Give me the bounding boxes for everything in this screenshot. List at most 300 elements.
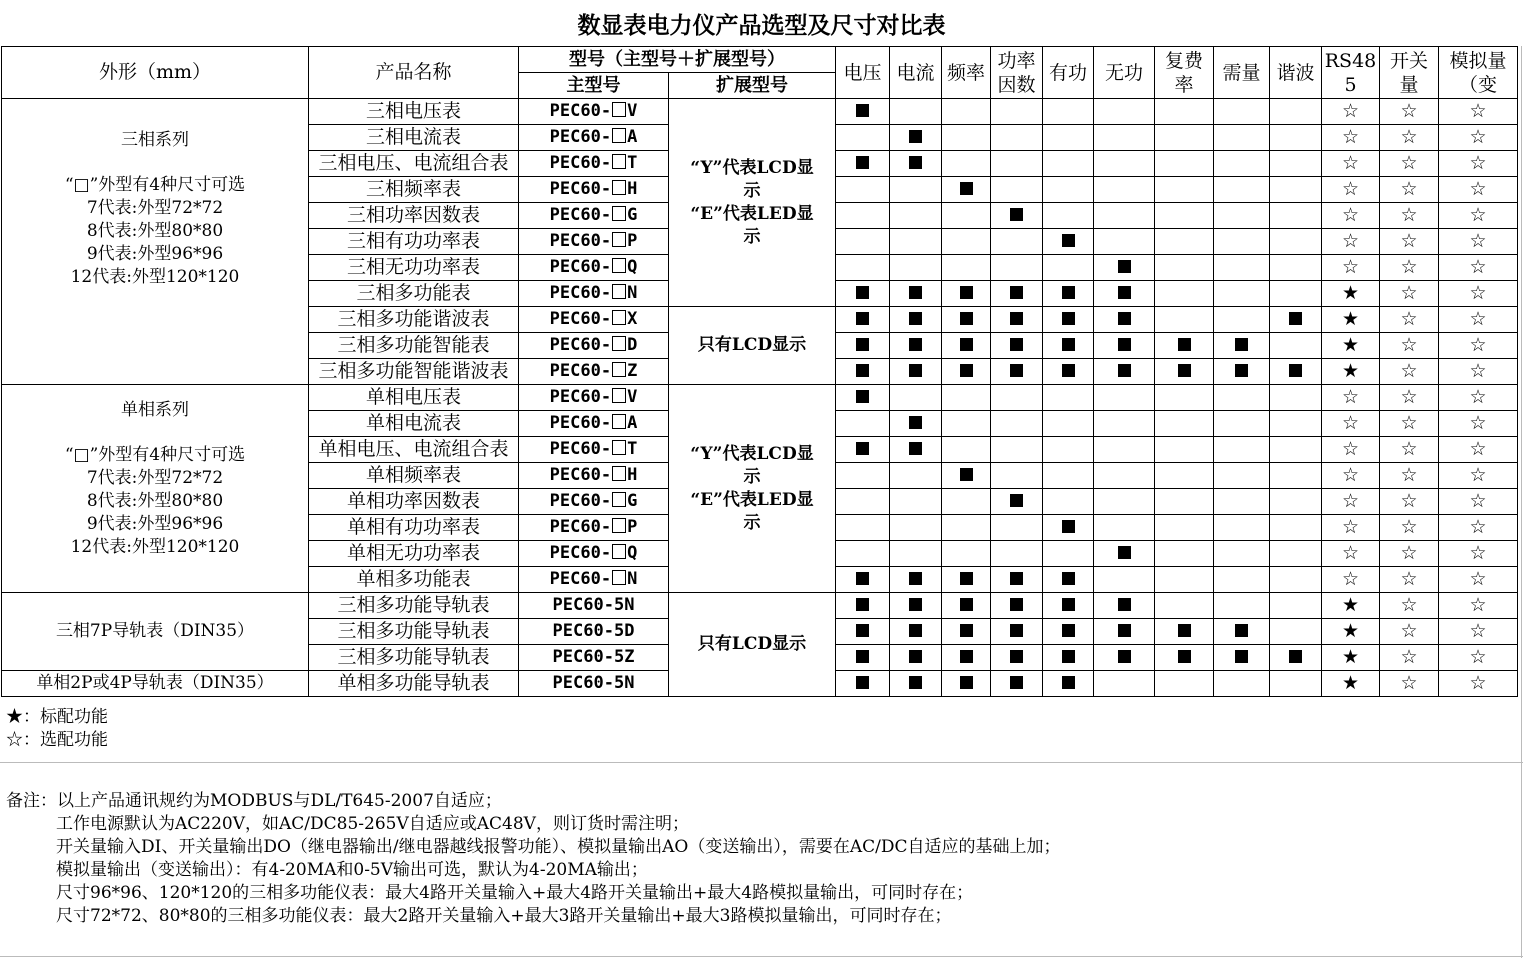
feature-cell bbox=[1155, 567, 1214, 593]
feature-cell bbox=[1214, 567, 1270, 593]
model-prefix: PEC60- bbox=[549, 335, 612, 355]
filled-square-icon bbox=[960, 676, 973, 689]
optional-star-icon: ☆ bbox=[1400, 438, 1418, 460]
product-name: 三相多功能谐波表 bbox=[309, 307, 519, 333]
feature-cell bbox=[836, 619, 890, 645]
filled-square-icon bbox=[909, 442, 922, 455]
feature-cell bbox=[1214, 385, 1270, 411]
size-box-icon bbox=[612, 440, 626, 455]
feature-cell bbox=[1380, 99, 1439, 125]
optional-star-icon: ☆ bbox=[1400, 334, 1418, 356]
feature-cell bbox=[836, 593, 890, 619]
filled-square-icon bbox=[856, 156, 869, 169]
feature-cell bbox=[890, 411, 942, 437]
model-prefix: PEC60-5N bbox=[552, 595, 635, 615]
main-model bbox=[519, 437, 669, 463]
feature-cell bbox=[1214, 177, 1270, 203]
feature-cell bbox=[1155, 515, 1214, 541]
size-note-line: 8代表:外型80*80 bbox=[86, 220, 224, 241]
feature-cell bbox=[1439, 333, 1518, 359]
feature-cell bbox=[942, 541, 991, 567]
size-box-icon bbox=[612, 310, 626, 325]
feature-cell bbox=[836, 411, 890, 437]
size-box-icon bbox=[612, 544, 626, 559]
optional-star-icon: ☆ bbox=[1469, 152, 1487, 174]
feature-cell bbox=[890, 437, 942, 463]
main-model bbox=[519, 515, 669, 541]
selection-table bbox=[1, 46, 1518, 697]
optional-star-icon: ☆ bbox=[1400, 464, 1418, 486]
feature-cell bbox=[1270, 515, 1322, 541]
model-suffix: T bbox=[627, 439, 638, 459]
feature-cell bbox=[1043, 359, 1094, 385]
feature-cell bbox=[1270, 463, 1322, 489]
optional-star-icon: ☆ bbox=[1469, 126, 1487, 148]
feature-cell bbox=[1270, 255, 1322, 281]
filled-square-icon bbox=[1289, 312, 1302, 325]
feature-cell bbox=[1155, 645, 1214, 671]
header-feature bbox=[890, 47, 942, 99]
feature-cell bbox=[1155, 593, 1214, 619]
header-feature-line1: 开关 bbox=[1389, 49, 1428, 72]
filled-square-icon bbox=[856, 598, 869, 611]
size-box-icon bbox=[612, 336, 626, 351]
feature-cell bbox=[1214, 463, 1270, 489]
size-box-icon bbox=[612, 414, 626, 429]
filled-square-icon bbox=[1118, 286, 1131, 299]
feature-cell bbox=[1322, 645, 1380, 671]
legend bbox=[6, 706, 108, 752]
feature-cell bbox=[1094, 645, 1155, 671]
feature-cell bbox=[1439, 437, 1518, 463]
optional-star-icon: ☆ bbox=[1341, 412, 1360, 434]
feature-cell bbox=[991, 151, 1043, 177]
feature-cell bbox=[1214, 593, 1270, 619]
filled-square-icon bbox=[1118, 260, 1131, 273]
optional-star-icon: ☆ bbox=[1400, 620, 1418, 642]
feature-cell bbox=[836, 99, 890, 125]
product-name: 单相无功功率表 bbox=[309, 541, 519, 567]
remarks bbox=[6, 790, 1061, 928]
optional-star-icon: ☆ bbox=[1469, 100, 1487, 122]
optional-star-icon: ☆ bbox=[1469, 334, 1487, 356]
filled-square-icon bbox=[909, 624, 922, 637]
feature-cell bbox=[991, 463, 1043, 489]
header-feature bbox=[1043, 47, 1094, 99]
feature-cell bbox=[1155, 99, 1214, 125]
feature-cell bbox=[991, 567, 1043, 593]
feature-cell bbox=[991, 99, 1043, 125]
series-gap bbox=[2, 152, 308, 174]
filled-square-icon bbox=[1235, 650, 1248, 663]
filled-square-icon bbox=[960, 312, 973, 325]
feature-cell bbox=[991, 541, 1043, 567]
filled-square-icon bbox=[1062, 572, 1075, 585]
model-suffix: P bbox=[627, 517, 638, 537]
model-suffix: Z bbox=[627, 361, 638, 381]
filled-square-icon bbox=[909, 364, 922, 377]
feature-cell bbox=[836, 463, 890, 489]
header-feature bbox=[1270, 47, 1322, 99]
ext-model-note bbox=[669, 385, 836, 593]
feature-cell bbox=[1155, 619, 1214, 645]
feature-cell bbox=[942, 567, 991, 593]
series-gap bbox=[2, 289, 308, 355]
filled-square-icon bbox=[1062, 286, 1075, 299]
feature-cell bbox=[1439, 411, 1518, 437]
feature-cell bbox=[1155, 203, 1214, 229]
feature-cell bbox=[836, 333, 890, 359]
feature-cell bbox=[1043, 203, 1094, 229]
feature-cell bbox=[1439, 151, 1518, 177]
feature-cell bbox=[1214, 645, 1270, 671]
filled-square-icon bbox=[1010, 208, 1023, 221]
feature-cell bbox=[1380, 333, 1439, 359]
feature-cell bbox=[1043, 515, 1094, 541]
product-name: 三相有功功率表 bbox=[309, 229, 519, 255]
feature-cell bbox=[1322, 333, 1380, 359]
feature-cell bbox=[942, 515, 991, 541]
remark-line: 工作电源默认为AC220V，如AC/DC85-265V自适应或AC48V，则订货时需注明； bbox=[56, 814, 689, 834]
size-note-line: 12代表:外型120*120 bbox=[70, 536, 240, 557]
header-feature-line1: 频率 bbox=[946, 61, 985, 84]
model-suffix: A bbox=[627, 127, 638, 147]
feature-cell bbox=[890, 619, 942, 645]
optional-star-icon: ☆ bbox=[1341, 464, 1360, 486]
filled-square-icon bbox=[1235, 364, 1248, 377]
feature-cell bbox=[1043, 281, 1094, 307]
optional-star-icon: ☆ bbox=[1341, 230, 1360, 252]
feature-cell bbox=[1270, 385, 1322, 411]
feature-cell bbox=[942, 307, 991, 333]
size-box-icon bbox=[612, 284, 626, 299]
table-row bbox=[2, 385, 1518, 411]
feature-cell bbox=[942, 255, 991, 281]
product-name: 三相多功能智能表 bbox=[309, 333, 519, 359]
feature-cell bbox=[1270, 567, 1322, 593]
feature-cell bbox=[836, 515, 890, 541]
feature-cell bbox=[1094, 177, 1155, 203]
feature-cell bbox=[1043, 567, 1094, 593]
feature-cell bbox=[890, 177, 942, 203]
feature-cell bbox=[1155, 541, 1214, 567]
feature-cell bbox=[1439, 515, 1518, 541]
feature-cell bbox=[1322, 437, 1380, 463]
main-model bbox=[519, 125, 669, 151]
filled-square-icon bbox=[1062, 234, 1075, 247]
optional-star-icon: ☆ bbox=[1469, 516, 1487, 538]
feature-cell bbox=[1439, 645, 1518, 671]
standard-star-icon: ★ bbox=[1341, 646, 1360, 668]
feature-cell bbox=[1380, 203, 1439, 229]
main-model bbox=[519, 593, 669, 619]
optional-star-icon: ☆ bbox=[1469, 542, 1487, 564]
feature-cell bbox=[890, 229, 942, 255]
feature-cell bbox=[1043, 333, 1094, 359]
feature-cell bbox=[1043, 99, 1094, 125]
feature-cell bbox=[890, 333, 942, 359]
feature-cell bbox=[1270, 333, 1322, 359]
size-box-icon bbox=[612, 206, 626, 221]
feature-cell bbox=[942, 645, 991, 671]
feature-cell bbox=[836, 671, 890, 697]
feature-cell bbox=[1155, 177, 1214, 203]
feature-cell bbox=[836, 359, 890, 385]
feature-cell bbox=[890, 515, 942, 541]
ext-model-note bbox=[669, 99, 836, 307]
series-gap bbox=[2, 559, 308, 579]
model-prefix: PEC60- bbox=[549, 309, 612, 329]
optional-star-icon: ☆ bbox=[1400, 646, 1418, 668]
feature-cell bbox=[1322, 411, 1380, 437]
header-ext-model: 扩展型号 bbox=[669, 73, 836, 99]
header-feature bbox=[1214, 47, 1270, 99]
main-model bbox=[519, 385, 669, 411]
feature-cell bbox=[1155, 307, 1214, 333]
divider bbox=[0, 956, 1523, 957]
filled-square-icon bbox=[1289, 650, 1302, 663]
series-cell bbox=[2, 99, 309, 385]
feature-cell bbox=[890, 151, 942, 177]
filled-square-icon bbox=[1062, 520, 1075, 533]
feature-cell bbox=[1094, 359, 1155, 385]
feature-cell bbox=[991, 177, 1043, 203]
filled-square-icon bbox=[909, 676, 922, 689]
filled-square-icon bbox=[960, 624, 973, 637]
feature-cell bbox=[1322, 307, 1380, 333]
optional-star-icon: ☆ bbox=[1400, 100, 1418, 122]
filled-square-icon bbox=[960, 364, 973, 377]
feature-cell bbox=[942, 411, 991, 437]
feature-cell bbox=[942, 385, 991, 411]
feature-cell bbox=[1380, 489, 1439, 515]
feature-cell bbox=[1043, 125, 1094, 151]
header-feature-line1: 功率 bbox=[997, 49, 1036, 72]
feature-cell bbox=[1043, 645, 1094, 671]
feature-cell bbox=[890, 385, 942, 411]
optional-star-icon: ☆ bbox=[1400, 230, 1418, 252]
product-name: 三相电压、电流组合表 bbox=[309, 151, 519, 177]
feature-cell bbox=[1214, 229, 1270, 255]
series-title: 单相2P或4P导轨表（DIN35） bbox=[36, 673, 274, 693]
optional-star-icon: ☆ bbox=[1469, 620, 1487, 642]
feature-cell bbox=[890, 489, 942, 515]
divider bbox=[0, 762, 1523, 763]
feature-cell bbox=[942, 619, 991, 645]
filled-square-icon bbox=[856, 572, 869, 585]
feature-cell bbox=[890, 203, 942, 229]
feature-cell bbox=[1439, 255, 1518, 281]
filled-square-icon bbox=[1062, 676, 1075, 689]
feature-cell bbox=[1380, 645, 1439, 671]
feature-cell bbox=[890, 255, 942, 281]
feature-cell bbox=[1322, 281, 1380, 307]
optional-star-icon: ☆ bbox=[1400, 490, 1418, 512]
filled-square-icon bbox=[1235, 624, 1248, 637]
model-prefix: PEC60-5Z bbox=[552, 647, 635, 667]
filled-square-icon bbox=[1062, 338, 1075, 351]
header-feature bbox=[836, 47, 890, 99]
filled-square-icon bbox=[1010, 650, 1023, 663]
feature-cell bbox=[1155, 333, 1214, 359]
feature-cell bbox=[836, 177, 890, 203]
feature-cell bbox=[1270, 645, 1322, 671]
product-name: 单相有功功率表 bbox=[309, 515, 519, 541]
filled-square-icon bbox=[909, 156, 922, 169]
size-box-icon bbox=[612, 154, 626, 169]
feature-cell bbox=[836, 125, 890, 151]
feature-cell bbox=[991, 515, 1043, 541]
feature-cell bbox=[1322, 489, 1380, 515]
filled-square-icon bbox=[909, 286, 922, 299]
ext-model-line: 示 bbox=[743, 466, 761, 487]
feature-cell bbox=[1270, 437, 1322, 463]
filled-square-icon bbox=[1118, 650, 1131, 663]
size-note-line: 9代表:外型96*96 bbox=[86, 513, 224, 534]
feature-cell bbox=[1043, 307, 1094, 333]
feature-cell bbox=[1380, 151, 1439, 177]
filled-square-icon bbox=[1010, 676, 1023, 689]
standard-star-icon: ★ bbox=[1341, 594, 1360, 616]
model-prefix: PEC60- bbox=[549, 127, 612, 147]
product-name: 单相多功能表 bbox=[309, 567, 519, 593]
feature-cell bbox=[1380, 411, 1439, 437]
optional-star-icon: ☆ bbox=[1469, 672, 1487, 694]
optional-star-icon: ☆ bbox=[1400, 360, 1418, 382]
remark-head: 备注：以上产品通讯规约为MODBUS与DL/T645-2007自适应； bbox=[6, 791, 502, 811]
filled-square-icon bbox=[1178, 364, 1191, 377]
feature-cell bbox=[1214, 489, 1270, 515]
optional-star-icon: ☆ bbox=[1341, 126, 1360, 148]
filled-square-icon bbox=[1118, 624, 1131, 637]
feature-cell bbox=[836, 645, 890, 671]
filled-square-icon bbox=[1010, 494, 1023, 507]
filled-square-icon bbox=[856, 390, 869, 403]
feature-cell bbox=[942, 281, 991, 307]
product-name: 单相电压、电流组合表 bbox=[309, 437, 519, 463]
optional-star-icon: ☆ bbox=[1400, 516, 1418, 538]
main-model bbox=[519, 151, 669, 177]
feature-cell bbox=[1214, 541, 1270, 567]
optional-star-icon: ☆ bbox=[1341, 386, 1360, 408]
header-model-group: 型号（主型号＋扩展型号） bbox=[519, 47, 836, 73]
product-name: 单相电流表 bbox=[309, 411, 519, 437]
feature-cell bbox=[1094, 593, 1155, 619]
size-box-icon bbox=[612, 180, 626, 195]
feature-cell bbox=[836, 541, 890, 567]
feature-cell bbox=[1439, 359, 1518, 385]
page-title: 数显表电力仪产品选型及尺寸对比表 bbox=[577, 11, 946, 39]
feature-cell bbox=[1380, 307, 1439, 333]
filled-square-icon bbox=[856, 104, 869, 117]
feature-cell bbox=[942, 671, 991, 697]
optional-star-icon: ☆ bbox=[1469, 594, 1487, 616]
main-model bbox=[519, 619, 669, 645]
model-prefix: PEC60- bbox=[549, 231, 612, 251]
filled-square-icon bbox=[856, 286, 869, 299]
feature-cell bbox=[1155, 229, 1214, 255]
feature-cell bbox=[1043, 411, 1094, 437]
optional-star-icon: ☆ bbox=[1400, 542, 1418, 564]
filled-square-icon bbox=[909, 338, 922, 351]
header-feature bbox=[1380, 47, 1439, 99]
model-prefix: PEC60- bbox=[549, 205, 612, 225]
model-prefix: PEC60- bbox=[549, 179, 612, 199]
feature-cell bbox=[836, 255, 890, 281]
feature-cell bbox=[1155, 411, 1214, 437]
filled-square-icon bbox=[960, 468, 973, 481]
filled-square-icon bbox=[960, 650, 973, 663]
header-feature-line1: 有功 bbox=[1048, 61, 1087, 84]
feature-cell bbox=[991, 619, 1043, 645]
filled-square-icon bbox=[856, 650, 869, 663]
main-model bbox=[519, 99, 669, 125]
optional-star-icon: ☆ bbox=[1400, 386, 1418, 408]
feature-cell bbox=[942, 463, 991, 489]
feature-cell bbox=[1094, 567, 1155, 593]
size-note-line: 8代表:外型80*80 bbox=[86, 490, 224, 511]
feature-cell bbox=[836, 307, 890, 333]
feature-cell bbox=[942, 437, 991, 463]
size-box-icon bbox=[612, 258, 626, 273]
feature-cell bbox=[1155, 151, 1214, 177]
optional-star-icon: ☆ bbox=[1400, 126, 1418, 148]
feature-cell bbox=[991, 307, 1043, 333]
standard-star-icon: ★ bbox=[1341, 308, 1360, 330]
feature-cell bbox=[1380, 463, 1439, 489]
feature-cell bbox=[1094, 281, 1155, 307]
filled-square-icon bbox=[856, 442, 869, 455]
feature-cell bbox=[1155, 437, 1214, 463]
filled-square-icon bbox=[1062, 364, 1075, 377]
product-name: 单相功率因数表 bbox=[309, 489, 519, 515]
header-feature-line1: 需量 bbox=[1222, 61, 1261, 84]
header-feature-line2: （变 bbox=[1458, 73, 1497, 96]
feature-cell bbox=[991, 385, 1043, 411]
feature-cell bbox=[991, 229, 1043, 255]
main-model bbox=[519, 281, 669, 307]
feature-cell bbox=[890, 281, 942, 307]
product-name: 三相多功能表 bbox=[309, 281, 519, 307]
model-suffix: G bbox=[627, 491, 638, 511]
feature-cell bbox=[1270, 281, 1322, 307]
optional-star-icon: ☆ bbox=[1400, 308, 1418, 330]
feature-cell bbox=[1094, 255, 1155, 281]
feature-cell bbox=[991, 203, 1043, 229]
optional-star-icon: ☆ bbox=[1469, 360, 1487, 382]
model-prefix: PEC60- bbox=[549, 491, 612, 511]
filled-square-icon bbox=[960, 338, 973, 351]
model-suffix: T bbox=[627, 153, 638, 173]
header-feature-line1: 无功 bbox=[1104, 61, 1143, 84]
ext-model-note: 只有LCD显示 bbox=[669, 307, 836, 385]
model-prefix: PEC60- bbox=[549, 543, 612, 563]
feature-cell bbox=[1439, 489, 1518, 515]
feature-cell bbox=[942, 229, 991, 255]
feature-cell bbox=[1094, 671, 1155, 697]
main-model bbox=[519, 229, 669, 255]
feature-cell bbox=[1094, 203, 1155, 229]
filled-square-icon bbox=[1118, 364, 1131, 377]
feature-cell bbox=[890, 125, 942, 151]
feature-cell bbox=[1439, 307, 1518, 333]
optional-star-icon: ☆ bbox=[1469, 178, 1487, 200]
size-note-line: “□”外型有4种尺寸可选 bbox=[64, 444, 246, 465]
feature-cell bbox=[1043, 541, 1094, 567]
divider bbox=[1521, 46, 1522, 958]
feature-cell bbox=[836, 203, 890, 229]
feature-cell bbox=[1322, 99, 1380, 125]
